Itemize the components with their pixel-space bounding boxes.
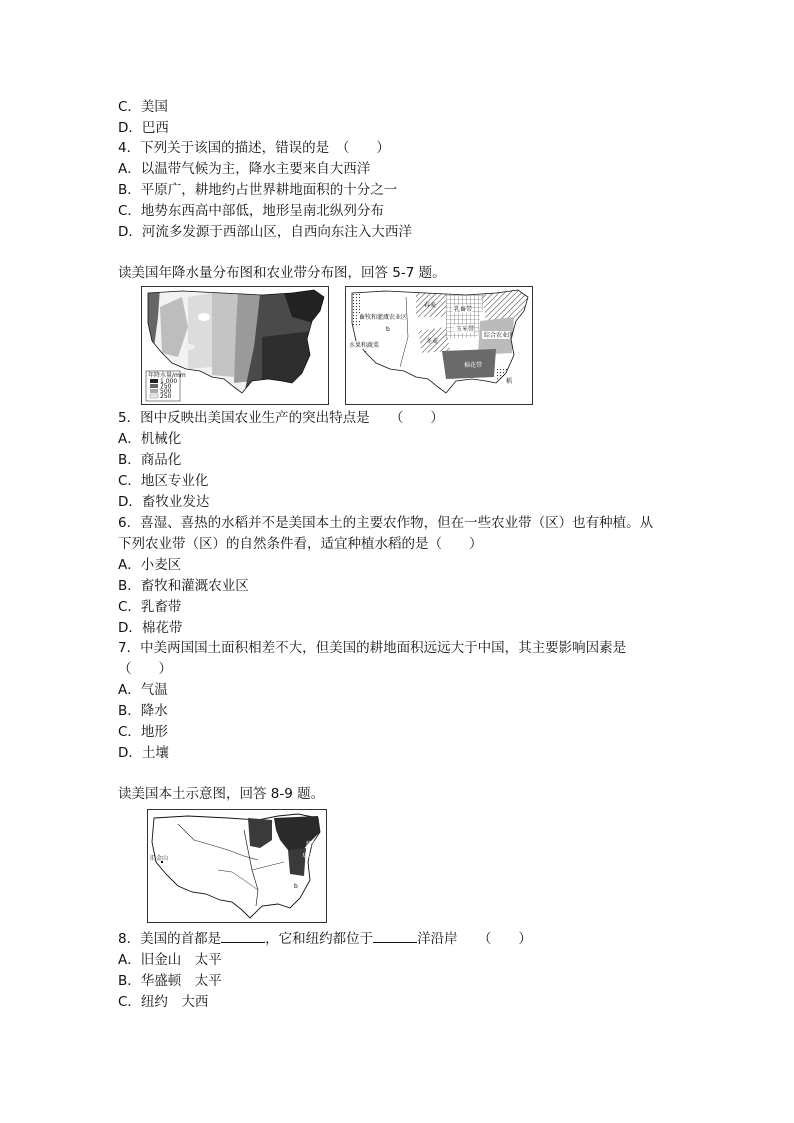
precip-legend bbox=[146, 371, 186, 401]
q5-option-a: A．机械化 bbox=[118, 431, 182, 447]
q6-option-c: C．乳畜带 bbox=[118, 599, 182, 615]
q8-option-b: B．华盛顿 太平 bbox=[118, 973, 222, 989]
label-san-francisco: 旧金山 bbox=[150, 855, 169, 862]
q6-option-b: B．畜牧和灌溉农业区 bbox=[118, 578, 249, 594]
agriculture-belt-map bbox=[345, 286, 533, 405]
q3-option-c: C．美国 bbox=[118, 99, 168, 115]
q5-option-d: D．畜牧业发达 bbox=[118, 494, 210, 510]
q6-option-d: D．棉花带 bbox=[118, 620, 183, 636]
intro-5-7: 读美国年降水量分布图和农业带分布图，回答 5-7 题。 bbox=[118, 265, 446, 281]
label-corn: 玉米带 bbox=[456, 326, 475, 333]
q5-option-c: C．地区专业化 bbox=[118, 473, 209, 489]
q4-stem: 4．下列关于该国的描述，错误的是 （ ） bbox=[118, 140, 390, 156]
precip-legend-value: 1 000 bbox=[160, 378, 178, 385]
q6-option-a: A．小麦区 bbox=[118, 557, 182, 573]
q7-stem-line2: （ ） bbox=[118, 661, 172, 677]
q7-option-c: C．地形 bbox=[118, 724, 168, 740]
q6-stem-line2: 下列农业带（区）的自然条件看，适宜种植水稻的是（ ） bbox=[118, 536, 483, 552]
label-mixed: 综合农业区 bbox=[484, 332, 515, 339]
label-washington: 华盛顿 bbox=[302, 853, 321, 860]
q7-option-b: B．降水 bbox=[118, 703, 168, 719]
answer-blank bbox=[221, 930, 265, 943]
precip-legend-value: 750 bbox=[160, 383, 172, 390]
intro-8-9: 读美国本土示意图，回答 8-9 题。 bbox=[118, 786, 325, 802]
q7-option-d: D．土壤 bbox=[118, 745, 169, 761]
q4-option-d: D．河流多发源于西部山区，自西向东注入大西洋 bbox=[118, 224, 412, 240]
q7-stem-line1: 7．中美两国国土面积相差不大，但美国的耕地面积远远大于中国，其主要影响因素是 bbox=[118, 640, 627, 656]
precip-legend-title: 年降水量/mm bbox=[148, 372, 186, 379]
q4-option-a: A．以温带气候为主，降水主要来自大西洋 bbox=[118, 161, 371, 177]
q8-option-a: A．旧金山 太平 bbox=[118, 952, 222, 968]
q5-option-b: B．商品化 bbox=[118, 452, 182, 468]
precip-legend-value: 500 bbox=[160, 388, 172, 395]
q8-option-c: C．纽约 大西 bbox=[118, 994, 209, 1010]
label-b: b bbox=[294, 883, 298, 890]
q8-stem bbox=[118, 929, 532, 949]
answer-blank bbox=[373, 930, 417, 943]
q4-option-c: C．地势东西高中部低，地形呈南北纵列分布 bbox=[118, 203, 384, 219]
label-cotton: 棉花带 bbox=[464, 362, 483, 369]
label-dairy: 乳畜带 bbox=[454, 306, 473, 313]
us-mainland-map bbox=[147, 809, 327, 923]
precip-legend-value: 250 bbox=[160, 393, 172, 400]
precipitation-map bbox=[141, 286, 329, 405]
q5-stem: 5．图中反映出美国农业生产的突出特点是 （ ） bbox=[118, 410, 444, 426]
q3-option-d: D．巴西 bbox=[118, 120, 169, 136]
label-new-york: 纽约 bbox=[306, 841, 319, 848]
label-fruit-veg: 水果和蔬菜 bbox=[349, 342, 380, 349]
q8-stem-part2: ，它和纽约都位于 bbox=[265, 931, 374, 947]
label-rice: 稻 bbox=[506, 378, 513, 385]
q8-stem-part3: 洋沿岸 （ ） bbox=[417, 931, 532, 947]
label-grazing-irrigation: 畜牧和灌溉农业区 bbox=[359, 314, 408, 321]
label-spring-wheat: 春麦 bbox=[424, 302, 437, 309]
q6-stem-line1: 6．喜湿、喜热的水稻并不是美国本土的主要农作物，但在一些农业带（区）也有种植。从 bbox=[118, 515, 654, 531]
label-b: b bbox=[386, 326, 390, 333]
q4-option-b: B．平原广，耕地约占世界耕地面积的十分之一 bbox=[118, 182, 398, 198]
q8-stem-part1: 8．美国的首都是 bbox=[118, 931, 222, 947]
q7-option-a: A．气温 bbox=[118, 682, 168, 698]
label-winter-wheat: 冬麦 bbox=[426, 338, 439, 345]
